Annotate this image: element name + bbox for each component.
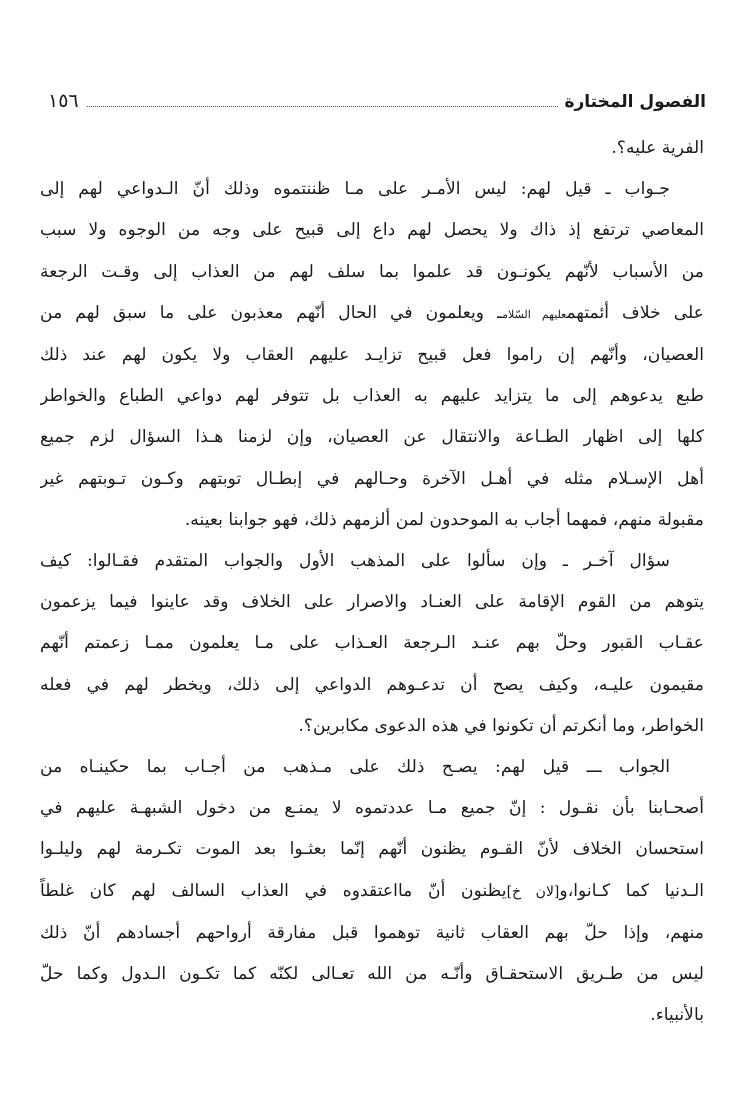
- running-title: الفصول المختارة: [564, 92, 706, 112]
- text-line: الفرية عليه؟.: [611, 138, 704, 158]
- text-line: منهم، وإذا حلّ بهم العقاب ثانية توهموا قبل مفارقة أرواحهم أجسادهم أنّ ذلك: [40, 922, 704, 943]
- text-line: الجواب ـــ قيل لهم: يصـح ذلك على مـذهب من أجـاب بما حكينـاه من: [40, 757, 670, 778]
- page-number: ١٥٦: [48, 90, 79, 112]
- text-line: [40, 293, 704, 335]
- text-line: استحسان الخلاف لأنّ القـوم يظنون أنّهم إنّما بعثـوا بعد الموت تكـرمة لهم وليلـوا: [40, 839, 704, 860]
- text-line-start: على خلاف أئمتهم: [566, 302, 704, 323]
- text-line: عقـاب القبور وحلّ بهم عنـد الـرجعة العـذاب على مـا يعلمون ممـا زعمتم أنّهم: [40, 633, 704, 654]
- text-line-end: ـ ويعلمون في الحال أنّهم معذبون على ما سبق لهم من: [40, 302, 503, 323]
- text-line: جـواب ـ قيل لهم: ليس الأمـر على مـا ظننتموه وذلك أنّ الـدواعي لهم إلى: [40, 179, 670, 200]
- honorific-inline: عليهم السّلام: [502, 307, 567, 321]
- text-line: كلها إلى اظهار الطـاعة والانتقال عن العصيان، وإن لزمنا هـذا السؤال لزم جميع: [40, 427, 704, 448]
- text-line: طبع يدعوهم إلى ما يتزايد عليهم به العذاب بل تتوفر لهم دواعي الطباع والخواطر: [40, 386, 704, 407]
- text-line: ليس من طـريق الاستحقـاق وأنّـه من الله تعـالى لكنّه كما تكـون الـدول وكما حلّ: [40, 964, 704, 985]
- text-line: العصيان، وأنّهم إن راموا فعل قبيح تزايـد عليهم العقاب ولا يكون لهم عند ذلك: [40, 345, 704, 366]
- text-line: يتوهم من القوم الإقامة على العنـاد والاصرار على الخلاف وقد عاينوا فيما يزعمون: [40, 592, 704, 613]
- text-line: بالأنبياء.: [650, 1005, 704, 1026]
- header-dotted-leader: [87, 105, 559, 107]
- text-line-end: يظنون أنّ مااعتقدوه في العذاب السالف لهم كان غلطاً: [40, 880, 507, 901]
- bracket-variant-note: [لان خ]: [506, 883, 560, 900]
- text-line: من الأسباب لأنّهم يكونـون قد علموا بما سلف لهم من العذاب إلى وقـت الرجعة: [40, 261, 704, 282]
- body-text: [40, 128, 704, 1036]
- text-line: مقيمون عليـه، وكيف يصح أن تدعـوهم الدواعي إلى ذلك، ويخطر لهم في فعله: [40, 674, 704, 695]
- text-line: [40, 871, 704, 913]
- page-header: [48, 80, 706, 112]
- text-line: مقبولة منهم، فمهما أجاب به الموحدون لمن ألزمهم ذلك، فهو جوابنا بعينه.: [184, 509, 704, 530]
- text-line: أصحـابنا بأن نقـول : إنّ جميع مـا عددتموه لا يمنـع من دخول الشبهـة عليهم في: [40, 798, 704, 819]
- text-line: الخواطر، وما أنكرتم أن تكونوا في هذه الدعوى مكابرين؟.: [298, 715, 704, 736]
- text-line: المعاصي ترتفع إذ ذاك ولا يحصل لهم داع إلى قبيح على وجه من الوجوه ولا سبب: [40, 220, 704, 241]
- text-line: أهل الإسـلام مثله في أهـل الآخرة وحـالهم في إبطـال توبتهم وكـون تـوبتهم غير: [40, 468, 704, 489]
- text-line: سؤال آخـر ـ وإن سألوا على المذهب الأول والجواب المتقدم فقـالوا: كيف: [40, 551, 670, 572]
- text-line-start: الـدنيا كما كـانوا،و: [559, 880, 704, 901]
